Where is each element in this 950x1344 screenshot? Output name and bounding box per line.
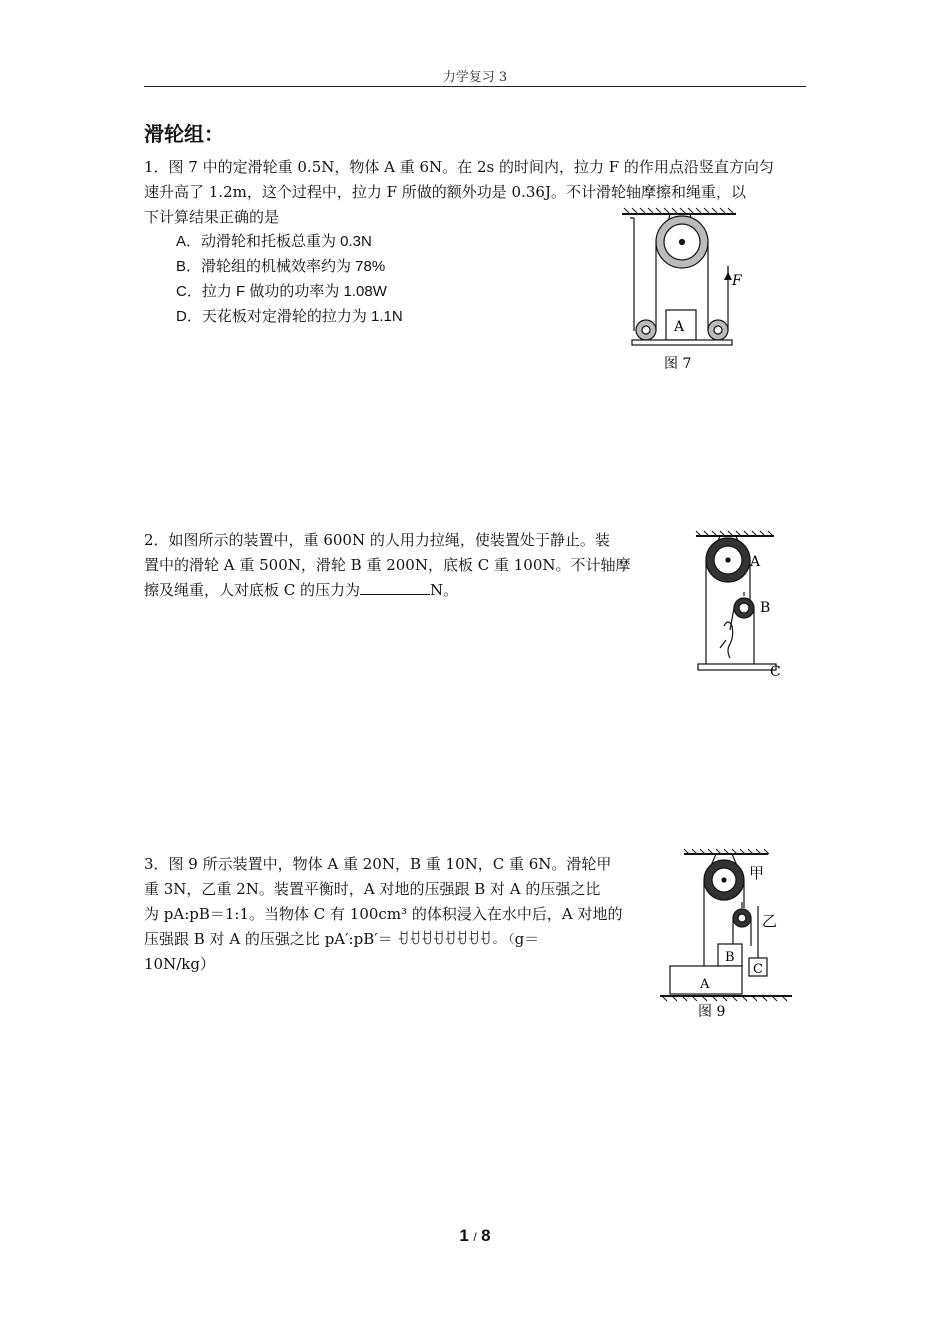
question-2: [144, 528, 684, 603]
question-3: [144, 852, 644, 977]
figure-9-label-c: C: [753, 962, 763, 977]
figure-2-label-a: A: [750, 554, 761, 570]
figure-7-label-a: A: [674, 319, 685, 335]
figure-9-label-a: A: [700, 977, 710, 992]
q2-answer-blank[interactable]: [360, 580, 430, 595]
figure-7-pulley-system: [616, 206, 742, 376]
q2-line-3-text: 擦及绳重，人对底板 C 的压力为: [144, 581, 361, 599]
q2-line-3: [144, 578, 684, 603]
figure-9-label-yi: 乙: [762, 912, 778, 930]
figure-7-caption: 图 7: [664, 356, 692, 372]
q1-option-b: B．滑轮组的机械效率约为 78%: [176, 258, 386, 275]
q2-line-2: 置中的滑轮 A 重 500N，滑轮 B 重 200N，底板 C 重 100N。不计轴摩: [144, 556, 631, 574]
figure-9-label-jia: 甲: [749, 864, 765, 882]
page-header: 力学复习 3: [442, 70, 508, 85]
q3-line-1: 3．图 9 所示装置中，物体 A 重 20N，B 重 10N，C 重 6N。滑轮甲: [144, 855, 612, 873]
q1-option-d: D．天花板对定滑轮的拉力为 1.1N: [176, 308, 403, 325]
q1-option-a: A．动滑轮和托板总重为 0.3N: [176, 233, 372, 250]
q3-line-2: 重 3N，乙重 2N。装置平衡时，A 对地的压强跟 B 对 A 的压强之比: [144, 880, 601, 898]
q3-line-4: 压强跟 B 对 A 的压强之比 pA′:pB′＝ ꀀꀀꀀꀀꀀꀀꀀꀀ。（g＝: [144, 930, 540, 948]
header-rule: [144, 86, 806, 87]
q1-line-1: 1．图 7 中的定滑轮重 0.5N，物体 A 重 6N。在 2s 的时间内，拉力 F 的作用点沿竖直方向匀: [144, 158, 774, 176]
figure-7-label-f: F: [732, 273, 742, 289]
figure-9-caption: 图 9: [698, 1004, 726, 1020]
q1-line-2: 速升高了 1.2m，这个过程中，拉力 F 所做的额外功是 0.36J。不计滑轮轴摩擦和绳重，以: [144, 183, 746, 201]
page-total: 8: [481, 1226, 491, 1245]
figure-2-pulley-system: [690, 530, 790, 682]
q3-line-5: 10N/kg）: [144, 955, 215, 973]
figure-9-pulley-system: [656, 846, 796, 1022]
q1-line-3: 下计算结果正确的是: [144, 208, 280, 226]
q3-line-3: 为 pA:pB＝1:1。当物体 C 有 100cm³ 的体积浸入在水中后，A 对地的: [144, 905, 623, 923]
q1-option-c: C．拉力 F 做功的功率为 1.08W: [176, 283, 387, 300]
figure-2-label-c: C: [770, 664, 781, 680]
q2-line-3-unit: N。: [430, 581, 459, 599]
page-separator: /: [473, 1230, 477, 1244]
q2-line-1: 2．如图所示的装置中，重 600N 的人用力拉绳，使装置处于静止。装: [144, 531, 610, 549]
section-title: 滑轮组：: [144, 122, 224, 146]
figure-9-label-b: B: [725, 950, 735, 965]
page-number: 1: [459, 1226, 469, 1245]
q1-options: [176, 229, 596, 329]
figure-2-label-b: B: [760, 600, 771, 616]
page-footer: [0, 1226, 950, 1246]
